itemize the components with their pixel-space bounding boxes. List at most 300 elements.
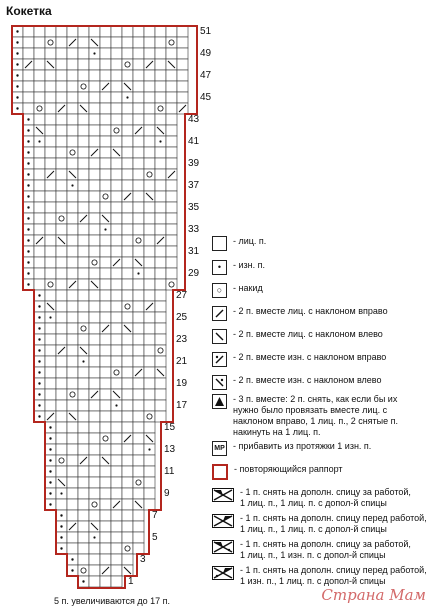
stitch-cell [111,521,122,532]
stitch-cell [111,114,122,125]
purl-dot [71,558,73,560]
stitch-cell [78,422,89,433]
stitch-cell [78,81,89,92]
legend-text: - 2 п. вместе изн. с наклоном влево [233,375,382,385]
purl-dot [27,184,29,186]
stitch-cell [111,411,122,422]
stitch-cell [34,268,45,279]
stitch-cell [111,554,122,565]
row-number: 33 [188,224,200,235]
stitch-cell [23,70,34,81]
purl-dot [38,338,40,340]
stitch-cell [122,312,133,323]
stitch-cell [111,235,122,246]
stitch-cell [155,378,166,389]
row-number: 41 [188,136,200,147]
stitch-cell [144,323,155,334]
row-number: 1 [128,576,134,587]
stitch-cell [133,147,144,158]
stitch-cell [100,345,111,356]
triangle-icon [212,394,227,409]
stitch-cell [56,158,67,169]
stitch-cell [78,433,89,444]
stitch-cell [23,37,34,48]
purl-dot [49,481,51,483]
purl-dot [49,470,51,472]
stitch-cell [111,444,122,455]
purl-dot [38,360,40,362]
purl-dot [16,74,18,76]
stitch-cell [45,246,56,257]
stitch-cell [122,125,133,136]
stitch-cell [89,554,100,565]
stitch-cell [100,510,111,521]
stitch-cell [67,532,78,543]
stitch-cell [111,180,122,191]
stitch-cell [89,92,100,103]
stitch-cell [100,422,111,433]
stitch-cell [122,114,133,125]
purl-dot [16,30,18,32]
purl-dot [27,173,29,175]
stitch-cell [100,576,111,587]
purl-dot [38,294,40,296]
stitch-cell [89,378,100,389]
stitch-cell [67,400,78,411]
stitch-cell [155,70,166,81]
legend-text: - 1 п. снять на дополн. спицу перед работой, 1 изн. п., 1 лиц. п. с допол-й спицы [240,565,427,586]
purl-dot [71,569,73,571]
stitch-cell [89,70,100,81]
stitch-cell [89,400,100,411]
stitch-cell [67,378,78,389]
row-number: 39 [188,158,200,169]
stitch-cell [89,565,100,576]
stitch-cell [144,455,155,466]
stitch-cell [100,268,111,279]
stitch-cell [67,59,78,70]
stitch-cell [100,191,111,202]
stitch-cell [166,136,177,147]
stitch-cell [34,191,45,202]
purl-dot [38,404,40,406]
stitch-cell [155,26,166,37]
purl-dot [82,360,84,362]
stitch-cell [45,389,56,400]
purl-dot [27,239,29,241]
stitch-cell [133,543,144,554]
legend-mp [212,441,371,456]
stitch-cell [133,103,144,114]
stitch-cell [122,202,133,213]
stitch-cell [122,334,133,345]
stitch-cell [144,334,155,345]
row-number: 7 [152,510,158,521]
stitch-cell [34,169,45,180]
stitch-cell [56,389,67,400]
legend-text: - 1 п. снять на дополн. спицу за работой, 1 лиц. п., 1 изн. п. с допол-й спицы [240,539,411,560]
stitch-cell [144,180,155,191]
stitch-cell [133,334,144,345]
legend-text: - 2 п. вместе лиц. с наклоном влево [233,329,383,339]
legend-cable2 [212,513,427,535]
stitch-cell [67,488,78,499]
stitch-cell [122,488,133,499]
stitch-cell [111,510,122,521]
purl-dot [27,140,29,142]
stitch-cell [100,235,111,246]
stitch-cell [122,213,133,224]
stitch-cell [89,422,100,433]
stitch-cell [122,279,133,290]
stitch-cell [122,246,133,257]
stitch-cell [122,48,133,59]
stitch-cell [78,411,89,422]
slash-right-icon [212,306,227,321]
row-number: 13 [164,444,176,455]
purl-dot [38,349,40,351]
stitch-cell [111,290,122,301]
stitch-cell [144,367,155,378]
stitch-cell [45,114,56,125]
stitch-cell [34,103,45,114]
stitch-cell [111,224,122,235]
stitch-cell [34,202,45,213]
stitch-cell [67,356,78,367]
stitch-cell [133,466,144,477]
stitch-cell [56,411,67,422]
stitch-cell [45,70,56,81]
stitch-cell [56,202,67,213]
stitch-cell [155,224,166,235]
stitch-cell [122,422,133,433]
stitch-cell [78,202,89,213]
row-number: 47 [200,70,212,81]
stitch-cell [122,224,133,235]
stitch-cell [133,389,144,400]
row-number: 15 [164,422,176,433]
stitch-cell [67,235,78,246]
stitch-cell [45,356,56,367]
stitch-cell [133,290,144,301]
stitch-cell [111,103,122,114]
stitch-cell [155,169,166,180]
stitch-cell [111,136,122,147]
stitch-cell [45,202,56,213]
stitch-cell [100,169,111,180]
row-number: 27 [176,290,188,301]
stitch-cell [78,499,89,510]
stitch-cell [78,312,89,323]
stitch-cell [133,411,144,422]
stitch-cell [100,257,111,268]
stitch-cell [56,136,67,147]
stitch-cell [78,565,89,576]
stitch-cell [89,125,100,136]
stitch-cell [67,103,78,114]
row-number: 19 [176,378,188,389]
purl-dot [49,448,51,450]
stitch-cell [144,26,155,37]
stitch-cell [133,70,144,81]
stitch-cell [67,345,78,356]
stitch-cell [100,301,111,312]
stitch-cell [155,279,166,290]
stitch-cell [45,290,56,301]
stitch-cell [133,345,144,356]
stitch-cell [111,169,122,180]
stitch-cell [89,257,100,268]
stitch-cell [155,147,166,158]
stitch-cell [78,301,89,312]
stitch-cell [45,37,56,48]
stitch-cell [67,125,78,136]
stitch-cell [133,400,144,411]
stitch-cell [34,81,45,92]
stitch-cell [177,59,188,70]
stitch-cell [111,59,122,70]
stitch-cell [78,378,89,389]
stitch-cell [155,213,166,224]
stitch-cell [23,92,34,103]
stitch-cell [56,466,67,477]
legend-text: - 2 п. вместе лиц. с наклоном вправо [233,306,388,316]
stitch-cell [89,466,100,477]
stitch-cell [89,213,100,224]
stitch-cell [89,367,100,378]
stitch-cell [78,444,89,455]
stitch-cell [78,367,89,378]
stitch-cell [45,334,56,345]
stitch-cell [166,48,177,59]
purl-dot [49,426,51,428]
stitch-cell [144,499,155,510]
stitch-cell [56,312,67,323]
stitch-cell [78,180,89,191]
purl-dot [137,272,139,274]
purl-dot [49,492,51,494]
stitch-cell [34,224,45,235]
stitch-cell [133,92,144,103]
stitch-cell [155,103,166,114]
stitch-cell [100,466,111,477]
stitch-cell [78,125,89,136]
stitch-cell [144,70,155,81]
stitch-cell [100,70,111,81]
purl-dot [16,96,18,98]
stitch-cell [67,422,78,433]
legend-text: - изн. п. [233,260,265,270]
stitch-cell [122,103,133,114]
stitch-cell [45,26,56,37]
stitch-cell [144,411,155,422]
stitch-cell [100,477,111,488]
stitch-cell [166,235,177,246]
stitch-cell [100,334,111,345]
stitch-cell [100,92,111,103]
row-number: 21 [176,356,188,367]
stitch-cell [45,180,56,191]
stitch-cell [89,268,100,279]
stitch-cell [133,169,144,180]
stitch-cell [89,158,100,169]
stitch-cell [122,70,133,81]
stitch-cell [133,158,144,169]
stitch-cell [67,136,78,147]
stitch-cell [122,532,133,543]
stitch-cell [122,499,133,510]
stitch-cell [122,356,133,367]
stitch-cell [122,400,133,411]
stitch-cell [34,70,45,81]
stitch-cell [100,125,111,136]
purl-dot [49,459,51,461]
stitch-cell [133,433,144,444]
stitch-cell [177,26,188,37]
stitch-cell [144,213,155,224]
stitch-cell [144,125,155,136]
stitch-cell [111,125,122,136]
stitch-cell [100,312,111,323]
stitch-cell [67,510,78,521]
stitch-cell [56,81,67,92]
stitch-cell [67,191,78,202]
stitch-cell [56,455,67,466]
stitch-cell [144,268,155,279]
purl-dot [38,393,40,395]
stitch-cell [133,213,144,224]
legend-cable4 [212,565,427,587]
stitch-cell [89,290,100,301]
stitch-cell [89,224,100,235]
purl-dot [148,448,150,450]
stitch-cell [100,499,111,510]
row-number: 9 [164,488,170,499]
stitch-cell [89,103,100,114]
purl-dot [16,107,18,109]
stitch-cell [100,389,111,400]
stitch-cell [100,411,111,422]
stitch-cell [144,103,155,114]
stitch-cell [122,543,133,554]
stitch-cell [78,59,89,70]
stitch-cell [23,26,34,37]
stitch-cell [144,37,155,48]
stitch-cell [56,444,67,455]
stitch-cell [78,279,89,290]
stitch-cell [34,26,45,37]
row-number: 29 [188,268,200,279]
stitch-cell [144,400,155,411]
stitch-cell [155,246,166,257]
stitch-cell [111,202,122,213]
stitch-cell [133,422,144,433]
stitch-cell [111,466,122,477]
legend-yarnover [212,283,263,298]
purl-dot [27,272,29,274]
stitch-cell [67,290,78,301]
legend-k2tog-left [212,329,383,344]
stitch-cell [122,367,133,378]
stitch-cell [78,37,89,48]
purl-dot [38,382,40,384]
stitch-cell [34,180,45,191]
stitch-cell [122,301,133,312]
stitch-cell [100,48,111,59]
stitch-cell [89,202,100,213]
stitch-cell [67,70,78,81]
stitch-cell [78,92,89,103]
stitch-cell [45,147,56,158]
stitch-cell [133,301,144,312]
stitch-cell [133,323,144,334]
stitch-cell [122,378,133,389]
purl-dot [82,580,84,582]
stitch-cell [155,301,166,312]
stitch-cell [166,70,177,81]
row-number: 25 [176,312,188,323]
stitch-cell [122,147,133,158]
stitch-cell [111,334,122,345]
stitch-cell [100,202,111,213]
stitch-cell [78,290,89,301]
stitch-cell [45,323,56,334]
stitch-cell [67,213,78,224]
stitch-cell [111,433,122,444]
purl-dot [60,547,62,549]
stitch-cell [111,532,122,543]
stitch-cell [45,136,56,147]
stitch-cell [45,81,56,92]
purl-slash-left-icon [212,375,227,390]
row-number: 49 [200,48,212,59]
stitch-cell [133,279,144,290]
stitch-cell [166,81,177,92]
legend-text: - 3 п. вместе: 2 п. снять, как если бы их нужно было провязать вместе лиц. с наклоном вправо, 1 лиц. п., 2 снятые п. накинуть на 1 лиц. п. [233,394,399,437]
stitch-cell [133,532,144,543]
stitch-cell [111,356,122,367]
purl-dot [60,536,62,538]
stitch-cell [111,92,122,103]
stitch-cell [78,334,89,345]
purl-dot [27,283,29,285]
stitch-cell [89,191,100,202]
stitch-cell [122,169,133,180]
stitch-cell [23,103,34,114]
stitch-cell [166,191,177,202]
stitch-cell [45,103,56,114]
stitch-cell [78,246,89,257]
stitch-cell [144,136,155,147]
stitch-cell [56,257,67,268]
purl-dot [60,525,62,527]
stitch-cell [34,279,45,290]
stitch-cell [100,444,111,455]
stitch-cell [133,444,144,455]
stitch-cell [67,367,78,378]
stitch-cell [144,202,155,213]
stitch-cell [111,268,122,279]
stitch-cell [133,48,144,59]
stitch-cell [78,191,89,202]
stitch-cell [89,477,100,488]
stitch-cell [67,477,78,488]
stitch-cell [155,290,166,301]
stitch-cell [111,48,122,59]
stitch-cell [100,521,111,532]
row-number: 35 [188,202,200,213]
stitch-cell [67,444,78,455]
